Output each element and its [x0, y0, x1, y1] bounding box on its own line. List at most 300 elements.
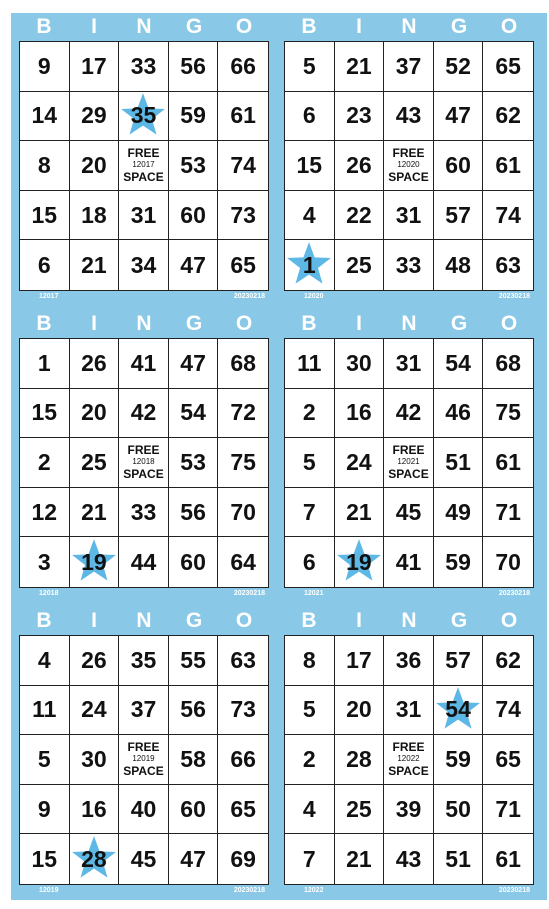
card-footer [19, 885, 269, 897]
cell-number: 65 [495, 52, 521, 79]
cell-number: 31 [395, 201, 422, 228]
cell-number: 66 [230, 745, 256, 772]
card-grid [19, 338, 269, 588]
number-cell[interactable] [434, 42, 484, 92]
cell-number: 65 [495, 745, 521, 772]
cell-number: 34 [130, 251, 157, 278]
space-label: SPACE [123, 170, 164, 185]
free-space-cell[interactable] [384, 735, 434, 785]
number-cell[interactable] [70, 735, 120, 785]
number-cell[interactable] [218, 92, 268, 142]
cell-number: 60 [445, 151, 471, 178]
header-letter: G [185, 15, 203, 38]
number-cell[interactable] [20, 834, 70, 884]
number-cell[interactable] [169, 191, 219, 241]
cell-number: 54 [180, 399, 206, 426]
header-letter: I [91, 312, 97, 335]
number-cell[interactable] [285, 686, 335, 736]
card-header [19, 310, 269, 338]
cell-number: 17 [346, 646, 372, 673]
free-label: FREE [127, 740, 160, 755]
number-cell[interactable] [483, 537, 533, 587]
number-cell[interactable] [70, 537, 120, 587]
number-cell[interactable] [384, 240, 434, 290]
number-cell[interactable] [169, 636, 219, 686]
number-cell[interactable] [20, 686, 70, 736]
number-cell[interactable] [169, 834, 219, 884]
number-cell[interactable] [169, 537, 219, 587]
number-cell[interactable] [119, 389, 169, 439]
cell-number: 43 [395, 102, 422, 129]
cell-number: 21 [81, 251, 107, 278]
cell-number: 61 [230, 102, 256, 129]
cell-number: 18 [81, 201, 107, 228]
number-cell[interactable] [20, 42, 70, 92]
number-cell[interactable] [70, 191, 120, 241]
cell-number: 6 [37, 251, 51, 278]
number-cell[interactable] [434, 785, 484, 835]
cell-number: 46 [445, 399, 471, 426]
number-cell[interactable] [70, 636, 120, 686]
number-cell[interactable] [335, 735, 385, 785]
cell-number: 11 [32, 696, 57, 723]
cell-number: 42 [130, 399, 157, 426]
number-cell[interactable] [483, 141, 533, 191]
number-cell[interactable] [335, 240, 385, 290]
number-cell[interactable] [119, 537, 169, 587]
cell-number: 15 [31, 201, 58, 228]
number-cell[interactable] [70, 438, 120, 488]
free-space-cell[interactable] [119, 735, 169, 785]
number-cell[interactable] [384, 686, 434, 736]
cell-number: 25 [346, 795, 372, 822]
number-cell[interactable] [384, 42, 434, 92]
cell-number: 61 [495, 151, 521, 178]
cell-number: 70 [495, 548, 521, 575]
cell-number: 56 [180, 52, 206, 79]
number-cell[interactable] [70, 389, 120, 439]
card-footer [19, 291, 269, 303]
bingo-card [284, 607, 534, 899]
number-cell[interactable] [20, 537, 70, 587]
cell-number: 15 [31, 399, 58, 426]
cell-number: 12 [31, 498, 58, 525]
cell-number: 26 [81, 349, 107, 376]
number-cell[interactable] [119, 686, 169, 736]
header-letter: B [36, 15, 52, 38]
cell-number: 28 [81, 845, 107, 872]
cell-number: 9 [37, 795, 51, 822]
number-cell[interactable] [169, 339, 219, 389]
cell-number: 33 [130, 52, 157, 79]
cell-number: 9 [37, 52, 51, 79]
number-cell[interactable] [218, 240, 268, 290]
number-cell[interactable] [384, 191, 434, 241]
number-cell[interactable] [285, 834, 335, 884]
number-cell[interactable] [434, 92, 484, 142]
cell-number: 2 [302, 399, 316, 426]
number-cell[interactable] [434, 735, 484, 785]
cell-number: 25 [346, 251, 372, 278]
number-cell[interactable] [335, 438, 385, 488]
date-code: 20230218 [233, 887, 265, 894]
number-cell[interactable] [384, 389, 434, 439]
cell-number: 31 [395, 696, 422, 723]
cell-number: 33 [395, 251, 422, 278]
number-cell[interactable] [335, 834, 385, 884]
number-cell[interactable] [285, 785, 335, 835]
number-cell[interactable] [169, 735, 219, 785]
number-cell[interactable] [119, 785, 169, 835]
cell-number: 47 [180, 251, 206, 278]
cell-number: 35 [130, 102, 157, 129]
number-cell[interactable] [483, 438, 533, 488]
number-cell[interactable] [483, 735, 533, 785]
cell-number: 47 [445, 102, 471, 129]
number-cell[interactable] [483, 92, 533, 142]
number-cell[interactable] [285, 438, 335, 488]
cell-number: 37 [130, 696, 157, 723]
number-cell[interactable] [285, 42, 335, 92]
header-letter: O [235, 609, 253, 632]
number-cell[interactable] [483, 339, 533, 389]
cell-number: 57 [445, 646, 471, 673]
cell-number: 1 [302, 251, 316, 278]
number-cell[interactable] [384, 785, 434, 835]
number-cell[interactable] [434, 240, 484, 290]
number-cell[interactable] [285, 141, 335, 191]
date-code: 20230218 [498, 293, 530, 300]
number-cell[interactable] [169, 92, 219, 142]
number-cell[interactable] [285, 92, 335, 142]
number-cell[interactable] [169, 240, 219, 290]
free-label: FREE [392, 443, 425, 458]
cell-number: 21 [346, 498, 372, 525]
number-cell[interactable] [218, 834, 268, 884]
number-cell[interactable] [20, 92, 70, 142]
cell-number: 29 [81, 102, 107, 129]
number-cell[interactable] [483, 488, 533, 538]
cell-number: 8 [37, 151, 51, 178]
cell-number: 5 [37, 745, 51, 772]
header-letter: B [301, 312, 317, 335]
free-label: FREE [392, 146, 425, 161]
cell-number: 44 [130, 548, 157, 575]
number-cell[interactable] [483, 240, 533, 290]
number-cell[interactable] [384, 339, 434, 389]
number-cell[interactable] [483, 785, 533, 835]
number-cell[interactable] [285, 191, 335, 241]
number-cell[interactable] [285, 735, 335, 785]
free-label: FREE [127, 443, 160, 458]
cell-number: 20 [346, 696, 372, 723]
number-cell[interactable] [70, 488, 120, 538]
cell-number: 7 [302, 498, 316, 525]
cell-number: 66 [230, 52, 256, 79]
header-letter: B [36, 312, 52, 335]
space-label: SPACE [123, 764, 164, 779]
date-code: 20230218 [233, 590, 265, 597]
cell-number: 31 [395, 349, 422, 376]
number-cell[interactable] [218, 686, 268, 736]
header-letter: I [356, 15, 362, 38]
number-cell[interactable] [20, 389, 70, 439]
number-cell[interactable] [70, 834, 120, 884]
cell-number: 59 [445, 548, 471, 575]
card-grid [284, 338, 534, 588]
cell-number: 61 [495, 448, 521, 475]
cell-number: 30 [81, 745, 107, 772]
cell-number: 48 [445, 251, 471, 278]
card-id-label: 12017 [132, 160, 155, 170]
number-cell[interactable] [335, 339, 385, 389]
header-letter: O [500, 609, 518, 632]
cell-number: 47 [180, 349, 206, 376]
cell-number: 74 [495, 201, 521, 228]
free-label: FREE [392, 740, 425, 755]
number-cell[interactable] [434, 686, 484, 736]
number-cell[interactable] [20, 735, 70, 785]
cell-number: 5 [302, 696, 316, 723]
number-cell[interactable] [335, 488, 385, 538]
cell-number: 30 [346, 349, 372, 376]
date-code: 20230218 [498, 590, 530, 597]
number-cell[interactable] [218, 537, 268, 587]
number-cell[interactable] [483, 834, 533, 884]
number-cell[interactable] [70, 92, 120, 142]
card-header [19, 13, 269, 41]
number-cell[interactable] [218, 339, 268, 389]
card-header [284, 310, 534, 338]
number-cell[interactable] [434, 636, 484, 686]
cell-number: 49 [445, 498, 471, 525]
number-cell[interactable] [119, 92, 169, 142]
card-id: 12022 [304, 887, 324, 894]
number-cell[interactable] [483, 636, 533, 686]
cell-number: 24 [81, 696, 107, 723]
number-cell[interactable] [218, 389, 268, 439]
number-cell[interactable] [218, 438, 268, 488]
number-cell[interactable] [20, 785, 70, 835]
cell-number: 42 [395, 399, 422, 426]
number-cell[interactable] [335, 636, 385, 686]
number-cell[interactable] [483, 42, 533, 92]
cell-number: 68 [230, 349, 256, 376]
number-cell[interactable] [335, 686, 385, 736]
cell-number: 58 [180, 745, 206, 772]
bingo-card [19, 13, 269, 305]
header-letter: G [185, 609, 203, 632]
number-cell[interactable] [20, 240, 70, 290]
bingo-card [19, 607, 269, 899]
number-cell[interactable] [119, 191, 169, 241]
cell-number: 5 [302, 448, 316, 475]
header-letter: G [185, 312, 203, 335]
cell-number: 19 [81, 548, 107, 575]
number-cell[interactable] [119, 488, 169, 538]
number-cell[interactable] [335, 42, 385, 92]
card-footer [284, 291, 534, 303]
cell-number: 4 [37, 646, 51, 673]
number-cell[interactable] [335, 389, 385, 439]
number-cell[interactable] [20, 636, 70, 686]
cell-number: 59 [180, 102, 206, 129]
number-cell[interactable] [20, 339, 70, 389]
card-id-label: 12019 [132, 754, 155, 764]
number-cell[interactable] [218, 735, 268, 785]
card-footer [284, 885, 534, 897]
number-cell[interactable] [285, 389, 335, 439]
cell-number: 60 [180, 795, 206, 822]
number-cell[interactable] [20, 191, 70, 241]
cell-number: 28 [346, 745, 372, 772]
number-cell[interactable] [119, 240, 169, 290]
number-cell[interactable] [483, 191, 533, 241]
cell-number: 15 [31, 845, 58, 872]
cell-number: 20 [81, 151, 107, 178]
cell-number: 71 [495, 795, 521, 822]
header-letter: O [500, 312, 518, 335]
number-cell[interactable] [434, 191, 484, 241]
number-cell[interactable] [483, 686, 533, 736]
header-letter: O [235, 15, 253, 38]
cell-number: 55 [180, 646, 206, 673]
number-cell[interactable] [285, 339, 335, 389]
number-cell[interactable] [434, 339, 484, 389]
number-cell[interactable] [20, 488, 70, 538]
number-cell[interactable] [384, 92, 434, 142]
number-cell[interactable] [285, 636, 335, 686]
number-cell[interactable] [70, 42, 120, 92]
number-cell[interactable] [119, 339, 169, 389]
header-letter: N [136, 312, 152, 335]
number-cell[interactable] [119, 834, 169, 884]
cell-number: 39 [395, 795, 422, 822]
cell-number: 16 [346, 399, 372, 426]
cell-number: 24 [346, 448, 372, 475]
number-cell[interactable] [434, 438, 484, 488]
cell-number: 36 [395, 646, 422, 673]
date-code: 20230218 [498, 887, 530, 894]
number-cell[interactable] [70, 240, 120, 290]
number-cell[interactable] [384, 488, 434, 538]
number-cell[interactable] [335, 92, 385, 142]
free-space-cell[interactable] [384, 438, 434, 488]
number-cell[interactable] [285, 488, 335, 538]
cell-number: 26 [346, 151, 372, 178]
number-cell[interactable] [70, 339, 120, 389]
header-letter: G [450, 609, 468, 632]
card-id: 12021 [304, 590, 324, 597]
cell-number: 6 [302, 102, 316, 129]
header-letter: I [356, 609, 362, 632]
number-cell[interactable] [285, 537, 335, 587]
number-cell[interactable] [384, 537, 434, 587]
cell-number: 25 [81, 448, 107, 475]
number-cell[interactable] [119, 42, 169, 92]
number-cell[interactable] [70, 686, 120, 736]
number-cell[interactable] [434, 389, 484, 439]
number-cell[interactable] [20, 141, 70, 191]
cell-number: 3 [37, 548, 51, 575]
cell-number: 56 [180, 498, 206, 525]
number-cell[interactable] [218, 141, 268, 191]
number-cell[interactable] [218, 785, 268, 835]
number-cell[interactable] [434, 141, 484, 191]
number-cell[interactable] [169, 785, 219, 835]
date-code: 20230218 [233, 293, 265, 300]
number-cell[interactable] [169, 686, 219, 736]
cell-number: 40 [130, 795, 157, 822]
number-cell[interactable] [285, 240, 335, 290]
cell-number: 52 [445, 52, 471, 79]
cell-number: 7 [302, 845, 316, 872]
number-cell[interactable] [335, 537, 385, 587]
number-cell[interactable] [218, 191, 268, 241]
cell-number: 65 [230, 251, 256, 278]
number-cell[interactable] [335, 785, 385, 835]
space-label: SPACE [388, 467, 429, 482]
number-cell[interactable] [169, 42, 219, 92]
cell-number: 41 [130, 349, 157, 376]
free-label: FREE [127, 146, 160, 161]
cell-number: 21 [81, 498, 107, 525]
number-cell[interactable] [218, 42, 268, 92]
cell-number: 4 [302, 795, 316, 822]
number-cell[interactable] [20, 438, 70, 488]
number-cell[interactable] [70, 785, 120, 835]
cell-number: 20 [81, 399, 107, 426]
cell-number: 17 [81, 52, 107, 79]
number-cell[interactable] [119, 636, 169, 686]
card-grid [284, 635, 534, 885]
number-cell[interactable] [384, 834, 434, 884]
number-cell[interactable] [335, 141, 385, 191]
cell-number: 53 [180, 448, 206, 475]
card-id: 12017 [39, 293, 59, 300]
cell-number: 73 [230, 696, 256, 723]
number-cell[interactable] [384, 636, 434, 686]
card-id-label: 12021 [397, 457, 420, 467]
free-space-cell[interactable] [119, 141, 169, 191]
header-letter: I [91, 15, 97, 38]
cell-number: 2 [302, 745, 316, 772]
number-cell[interactable] [434, 537, 484, 587]
cell-number: 65 [230, 795, 256, 822]
number-cell[interactable] [169, 141, 219, 191]
card-footer [19, 588, 269, 600]
number-cell[interactable] [70, 141, 120, 191]
cell-number: 51 [445, 845, 471, 872]
card-footer [284, 588, 534, 600]
cell-number: 61 [495, 845, 521, 872]
space-label: SPACE [388, 764, 429, 779]
cell-number: 41 [395, 548, 422, 575]
free-space-cell[interactable] [119, 438, 169, 488]
number-cell[interactable] [169, 389, 219, 439]
number-cell[interactable] [483, 389, 533, 439]
number-cell[interactable] [169, 488, 219, 538]
free-space-cell[interactable] [384, 141, 434, 191]
number-cell[interactable] [434, 834, 484, 884]
number-cell[interactable] [434, 488, 484, 538]
number-cell[interactable] [169, 438, 219, 488]
number-cell[interactable] [218, 488, 268, 538]
number-cell[interactable] [218, 636, 268, 686]
number-cell[interactable] [335, 191, 385, 241]
header-letter: N [136, 609, 152, 632]
cell-number: 47 [180, 845, 206, 872]
